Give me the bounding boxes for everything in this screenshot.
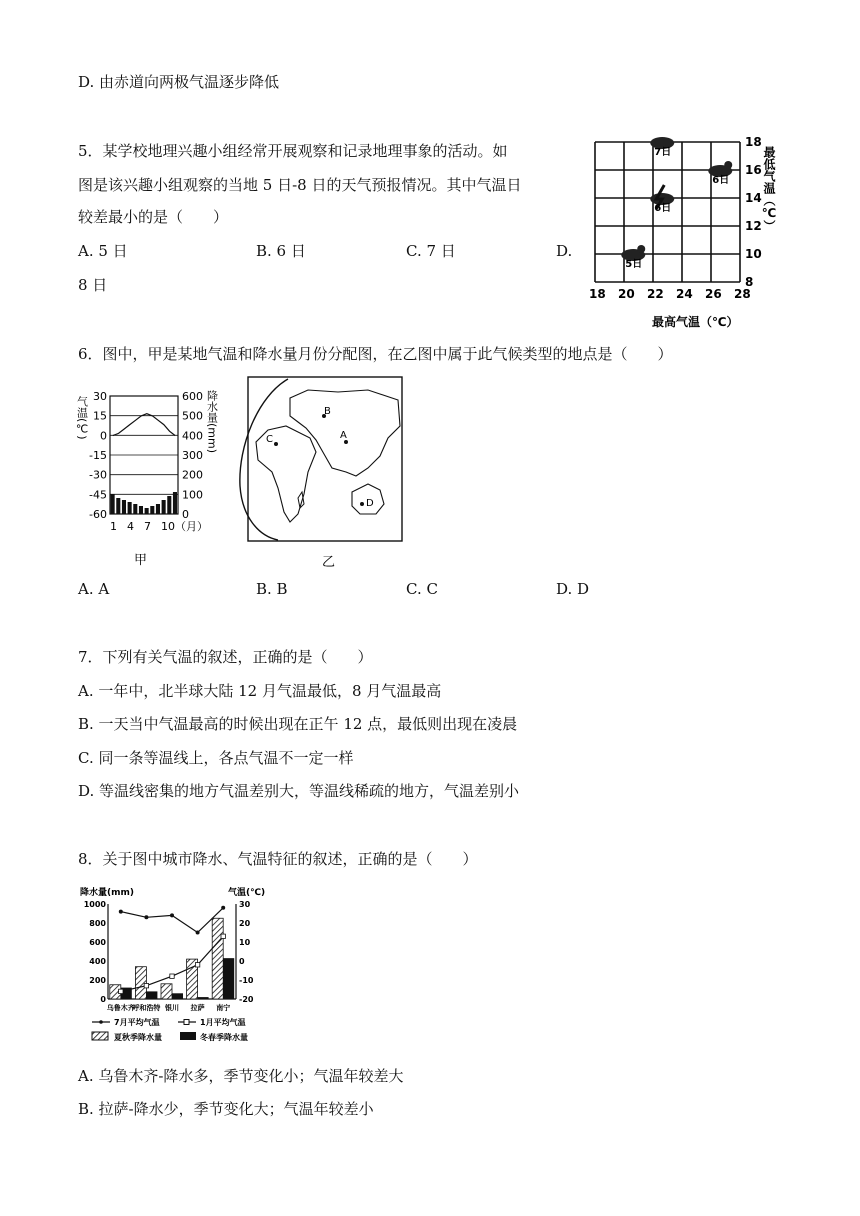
- chart-y-tick: 400: [89, 957, 106, 966]
- chart-y2-title: 气温(℃): [228, 888, 266, 898]
- chart-y-title: 降水量(mm): [80, 888, 134, 898]
- legend-jan: 1月平均气温: [200, 1018, 246, 1027]
- x-tick-label: 26: [705, 287, 722, 301]
- q7-option-c: C. 同一条等温线上，各点气温不一定一样: [78, 749, 354, 767]
- chart-y-tick: 1000: [83, 900, 106, 909]
- q6-option-b: B. B: [256, 580, 288, 598]
- bar-winter-spring: [172, 993, 183, 999]
- sun-icon: [637, 245, 645, 253]
- q8-stem: 8．关于图中城市降水、气温特征的叙述，正确的是（ ）: [78, 850, 478, 868]
- jan-temp-point: [119, 989, 123, 993]
- jia-month-tick: 4: [127, 520, 134, 533]
- jia-precip-tick: 500: [182, 409, 203, 423]
- x-tick-label: 18: [589, 287, 606, 301]
- chart-categories: [107, 1003, 230, 1012]
- jia-precip-bar: [156, 504, 160, 514]
- chart-y-tick: 800: [89, 919, 106, 928]
- chart-y-tick: 200: [89, 976, 106, 985]
- bar-summer-autumn: [135, 967, 146, 999]
- climate-chart-jia: [75, 382, 228, 572]
- jia-precip-bar: [162, 500, 166, 514]
- jia-temp-tick: -45: [89, 488, 107, 502]
- point-day-label: 6日: [654, 203, 672, 214]
- x-tick-label: 22: [647, 287, 664, 301]
- jia-temp-tick: -60: [89, 508, 107, 521]
- q6-stem: 6．图中，甲是某地气温和降水量月份分配图，在乙图中属于此气候类型的地点是（ ）: [78, 345, 673, 363]
- chart-bars: [110, 918, 234, 999]
- africa-outline: [256, 426, 316, 522]
- jia-month-tick: 1: [110, 520, 117, 533]
- y-tick-label: 12: [745, 219, 762, 233]
- chart-legend: [92, 1017, 248, 1042]
- q8-option-b: B. 拉萨-降水少，季节变化大；气温年较差小: [78, 1100, 374, 1118]
- jan-temp-point: [221, 934, 225, 938]
- jan-temp-point: [170, 974, 174, 978]
- bar-winter-spring: [198, 997, 209, 999]
- legend-july-dot: [99, 1020, 103, 1024]
- x-tick-label: 28: [734, 287, 751, 301]
- q5-stem-line2: 图是该兴趣小组观察的当地 5 日-8 日的天气预报情况。其中气温日: [78, 176, 522, 194]
- weather-point: [621, 245, 645, 270]
- weather-x-ticks: [589, 287, 751, 301]
- weather-grid-figure: [585, 136, 785, 332]
- line-july-temp: [121, 908, 223, 933]
- weather-points: [621, 137, 732, 270]
- july-temp-point: [119, 910, 123, 914]
- chart-y-tick: 0: [100, 995, 106, 1004]
- weather-y-title: 最低气温（℃）: [762, 146, 776, 232]
- jia-precip-bar: [173, 492, 177, 514]
- chart-lines: [119, 906, 226, 994]
- jia-precip-bar: [139, 506, 143, 514]
- point-day-label: 7日: [654, 147, 672, 158]
- q6-option-a: A. A: [78, 580, 110, 598]
- jia-temp-tick: 30: [93, 390, 107, 403]
- weather-point: [708, 161, 732, 186]
- jia-precip-tick: 0: [182, 508, 189, 521]
- jia-temp-tick: -30: [89, 468, 107, 482]
- q5-option-a: A. 5 日: [78, 242, 128, 260]
- legend-winter: 冬春季降水量: [200, 1033, 248, 1042]
- point-c-marker: [274, 442, 278, 446]
- y-tick-label: 18: [745, 135, 762, 149]
- y-tick-label: 8: [745, 275, 754, 289]
- jia-precip-bars: [111, 492, 177, 514]
- jia-precip-bar: [145, 508, 149, 514]
- jia-precip-tick: 600: [182, 390, 203, 403]
- jia-precip-tick: 200: [182, 468, 203, 482]
- world-map-yi: [228, 376, 408, 572]
- map-caption: 乙: [322, 555, 336, 570]
- bar-winter-spring: [223, 958, 234, 999]
- q7-option-b: B. 一天当中气温最高的时候出现在正午 12 点，最低则出现在凌晨: [78, 715, 518, 733]
- point-a-label: A: [340, 430, 347, 441]
- chart-y2-tick: 20: [239, 919, 251, 928]
- x-tick-label: 20: [618, 287, 635, 301]
- point-d-marker: [360, 502, 364, 506]
- jia-temp-tick: 15: [93, 409, 107, 423]
- legend-july: 7月平均气温: [114, 1018, 160, 1027]
- q7-option-a: A. 一年中，北半球大陆 12 月气温最低，8 月气温最高: [78, 682, 442, 700]
- category-label: 银川: [165, 1004, 179, 1012]
- legend-summer-swatch: [92, 1032, 108, 1040]
- map-frame: [248, 377, 402, 541]
- q5-option-c: C. 7 日: [406, 242, 456, 260]
- y-tick-label: 14: [745, 191, 762, 205]
- legend-summer: 夏秋季降水量: [114, 1033, 162, 1042]
- sun-icon: [724, 161, 732, 169]
- jia-precip-tick: 300: [182, 449, 203, 462]
- july-temp-point: [144, 915, 148, 919]
- jia-precip-bar: [128, 502, 132, 514]
- category-label: 拉萨: [190, 1004, 205, 1012]
- weather-x-title: 最高气温（℃）: [652, 315, 739, 329]
- chart-y2-tick: 30: [239, 900, 251, 909]
- point-c-label: C: [266, 434, 273, 445]
- q5-stem-line1: 5．某学校地理兴趣小组经常开展观察和记录地理事象的活动。如: [78, 142, 508, 160]
- jia-temp-tick: -15: [89, 449, 107, 462]
- bar-summer-autumn: [212, 918, 223, 999]
- july-temp-point: [170, 913, 174, 917]
- jia-temp-line: [113, 414, 175, 436]
- weather-y-ticks: [745, 135, 762, 289]
- map-edge: [240, 379, 288, 540]
- weather-point: [650, 137, 674, 158]
- point-b-label: B: [324, 406, 331, 417]
- weather-point: [650, 185, 674, 214]
- y-tick-label: 10: [745, 247, 762, 261]
- jia-caption: 甲: [134, 553, 148, 568]
- q8-option-a: A. 乌鲁木齐-降水多，季节变化小；气温年较差大: [78, 1067, 404, 1085]
- y-tick-label: 16: [745, 163, 762, 177]
- q5-option-d: D.: [556, 242, 573, 260]
- city-climate-chart: [78, 884, 278, 1046]
- jia-precip-bar: [150, 506, 154, 514]
- jia-precip-tick: 100: [182, 488, 203, 502]
- legend-jan-square: [184, 1020, 189, 1025]
- q4-option-d: D. 由赤道向两极气温逐步降低: [78, 73, 280, 91]
- q5-option-b: B. 6 日: [256, 242, 306, 260]
- jia-precip-bar: [116, 498, 120, 514]
- q7-stem: 7．下列有关气温的叙述，正确的是（ ）: [78, 648, 373, 666]
- point-day-label: 5日: [625, 259, 643, 270]
- q7-option-d: D. 等温线密集的地方气温差别大，等温线稀疏的地方，气温差别小: [78, 782, 520, 800]
- point-day-label: 6日: [712, 175, 730, 186]
- jia-precip-tick: 400: [182, 429, 203, 443]
- jan-temp-point: [195, 963, 199, 967]
- jia-temp-tick: 0: [100, 429, 107, 443]
- chart-y2-tick: 0: [239, 957, 245, 966]
- x-tick-label: 24: [676, 287, 693, 301]
- jia-precip-bar: [111, 494, 115, 514]
- chart-y2-tick: 10: [239, 938, 251, 947]
- july-temp-point: [221, 906, 225, 910]
- bar-summer-autumn: [161, 984, 172, 999]
- jia-month-tick: 7: [144, 520, 151, 533]
- jia-precip-bar: [122, 500, 126, 514]
- category-label: 呼和浩特: [132, 1004, 161, 1012]
- jan-temp-point: [144, 984, 148, 988]
- point-d-label: D: [366, 498, 374, 509]
- jia-right-title: 降水量(mm): [205, 390, 219, 454]
- chart-y2-tick: -10: [239, 976, 254, 985]
- july-temp-point: [196, 931, 200, 935]
- legend-winter-swatch: [180, 1032, 196, 1040]
- q6-option-d: D. D: [556, 580, 590, 598]
- jia-precip-bar: [167, 496, 171, 514]
- category-label: 南宁: [216, 1004, 231, 1012]
- chart-y2-tick: -20: [239, 995, 254, 1004]
- jia-month-tick: 10（月）: [161, 520, 208, 533]
- category-label: 乌鲁木齐: [106, 1004, 135, 1012]
- jia-precip-bar: [133, 504, 137, 514]
- chart-y-tick: 600: [89, 938, 106, 947]
- q6-option-c: C. C: [406, 580, 438, 598]
- bar-winter-spring: [146, 991, 157, 999]
- jia-left-title: 气温(℃): [75, 396, 89, 440]
- q5-option-d-cont: 8 日: [78, 276, 108, 294]
- q5-stem-line3: 较差最小的是（ ）: [78, 208, 229, 226]
